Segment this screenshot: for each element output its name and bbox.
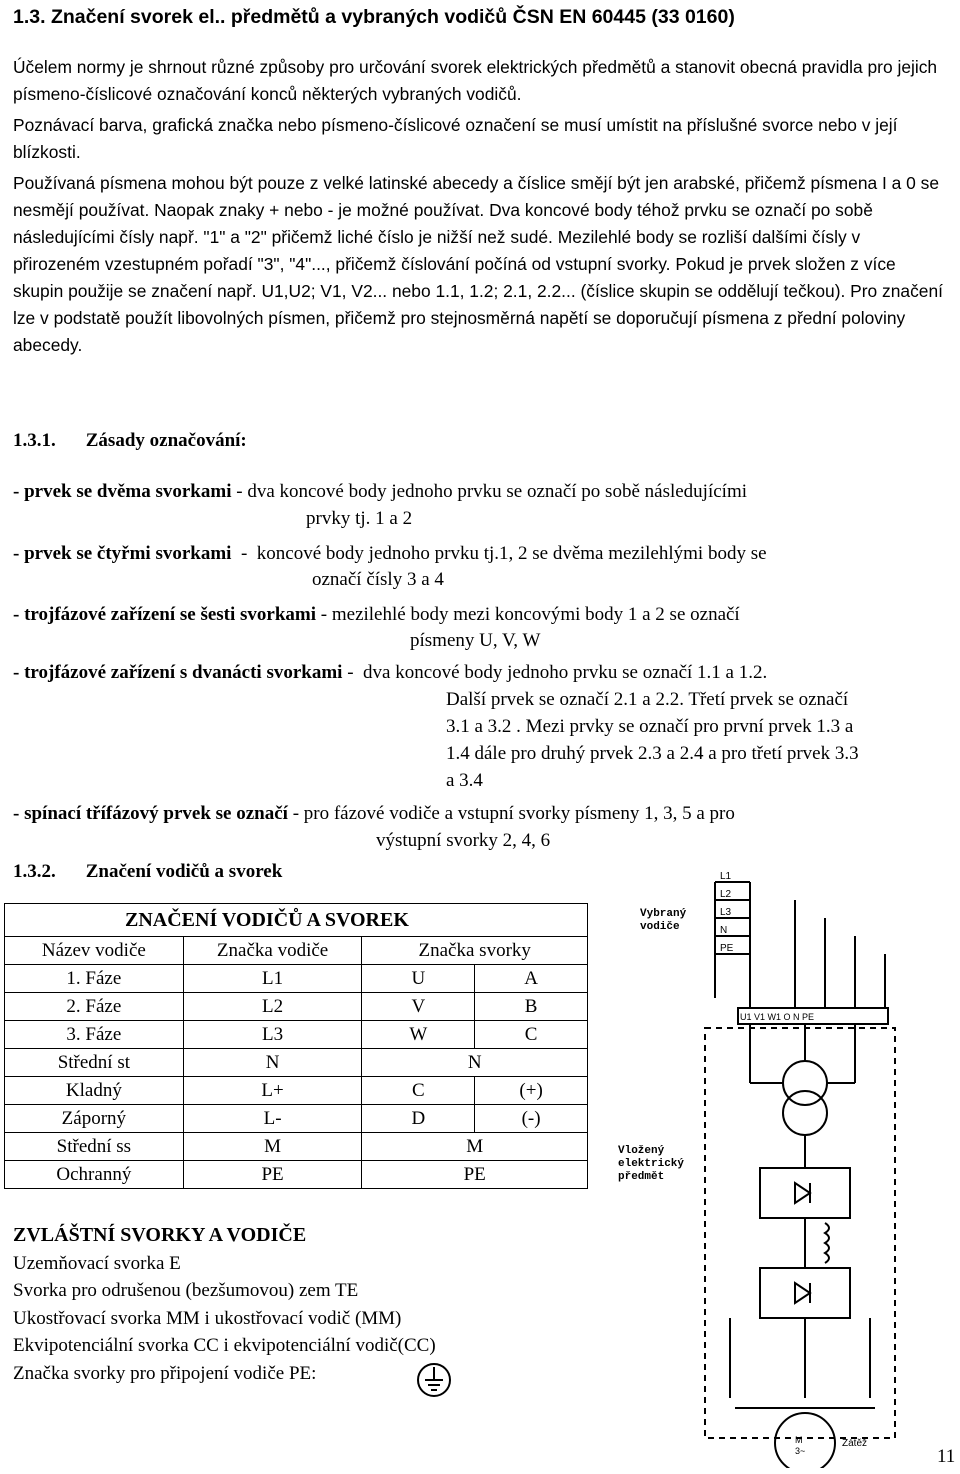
table-cell: U [362,965,475,993]
table-row [5,1077,588,1105]
rule-item [13,540,767,567]
table-cell: Ochranný [5,1161,184,1189]
table-row [5,1049,588,1077]
rule-description: pro fázové vodiče a vstupní svorky písmeny 1, 3, 5 a pro [303,803,735,824]
rule-continuation: výstupní svorky 2, 4, 6 [376,830,551,851]
table-header: Značka svorky [362,937,588,965]
rule-separator: - [231,543,257,564]
special-item: Značka svorky pro připojení vodiče PE: [13,1362,317,1384]
special-item: Svorka pro odrušenou (bezšumovou) zem TE [13,1280,359,1301]
motor-label: 3~ [795,1446,806,1456]
rule-description: koncové body jednoho prvku tj.1, 2 se dvěma mezilehlými body se [256,543,767,564]
rule-item [13,800,735,827]
intro-paragraph-2: Poznávací barva, grafická značka nebo písmeno-číslicové označení se musí umístit na příslušné svorce nebo v její blízkosti. [13,115,898,162]
intro-text [13,54,943,359]
rule-continuation: a 3.4 [446,770,483,791]
table-cell: C [475,1021,588,1049]
rule-separator: - [316,604,332,625]
rule-item [13,478,747,505]
special-item: Ukostřovací svorka MM i ukostřovací vodič (MM) [13,1307,402,1329]
rule-term: - prvek se čtyřmi svorkami [13,543,232,564]
table-row [5,1133,588,1161]
table-cell: 3. Fáze [5,1021,184,1049]
protective-earth-icon [414,1360,454,1400]
table-cell: PE [183,1161,362,1189]
table-cell: Střední ss [5,1133,184,1161]
table-cell: PE [362,1161,588,1189]
rule-separator: - [287,803,304,824]
table-header-row [5,937,588,965]
subsection-title: Zásady označování: [85,430,247,451]
table-cell: M [362,1133,588,1161]
table-title: ZNAČENÍ VODIČŮ A SVOREK [5,904,588,937]
table-cell: 2. Fáze [5,993,184,1021]
section-heading: 1.3. Značení svorek el.. předmětů a vybraných vodičů ČSN EN 60445 (33 0160) [13,6,735,28]
table-cell: (-) [475,1105,588,1133]
table-cell: 1. Fáze [5,965,184,993]
subsection-heading-marking [13,861,282,883]
intro-paragraph-3: Používaná písmena mohou být pouze z velké latinské abecedy a číslice smějí být jen arabské, přičemž písmena I a 0 se nesmějí používat. Naopak znaky + nebo - je možné používat. Dva koncové body téhož prvku se označí po sobě následujícími čísly např. "1" a "2" přičemž liché číslo je nižší než sudé. Mezilehlé body se rozliší dalšími čísly v přirozeném vzestupném pořadí "3", "4"..., přičemž číslování počíná od vstupní svorky. Pokud je prvek složen z více skupin použije se značení např. U1,U2; V1, V2... nebo 1.1, 1.2; 2.1, 2.2... (číslice skupin se oddělují tečkou). Pro značení lze v podstatě použít libovolných písmen, přičemž pro stejnosměrná napětí se doporučují písmena z přední poloviny abecedy. [13,173,943,355]
rule-description: dva koncové body jednoho prvku se označí 1.1 a 1.2. [363,662,768,683]
rule-term: - trojfázové zařízení s dvanácti svorkami [13,662,343,683]
subsection-number: 1.3.1. [13,430,56,451]
selected-conductors-label: vodiče [640,921,680,933]
rule-item [13,601,740,628]
rule-continuation: 1.4 dále pro druhý prvek 2.3 a 2.4 a pro třetí prvek 3.3 [446,743,859,764]
marking-table [4,903,588,1189]
rule-continuation: písmeny U, V, W [410,630,541,651]
table-cell: N [183,1049,362,1077]
table-row [5,965,588,993]
inserted-device-label: Vložený [618,1145,665,1157]
table-header: Značka vodiče [183,937,362,965]
table-cell: L- [183,1105,362,1133]
load-label: Zátěž [842,1438,868,1449]
line-label: L3 [720,907,732,918]
table-row [5,1105,588,1133]
wiring-diagram [610,868,930,1468]
table-cell: L1 [183,965,362,993]
table-cell: D [362,1105,475,1133]
line-label: L2 [720,889,732,900]
table-row [5,1021,588,1049]
rule-term: - prvek se dvěma svorkami [13,481,232,502]
table-header: Název vodiče [5,937,184,965]
rule-description: mezilehlé body mezi koncovými body 1 a 2 se označí [331,604,740,625]
special-title: ZVLÁŠTNÍ SVORKY A VODIČE [13,1224,307,1246]
special-terminals [13,1222,436,1387]
intro-paragraph-1: Účelem normy je shrnout různé způsoby pro určování svorek elektrických předmětů a stanovit obecná pravidla pro jejich písmeno-číslicové označování konců některých vybraných vodičů. [13,57,938,104]
special-item: Ekvipotenciální svorka CC i ekvipotenciální vodič(CC) [13,1335,436,1356]
selected-conductors-label: Vybraný [640,908,687,920]
table-cell: L2 [183,993,362,1021]
inserted-device-label: předmět [618,1171,665,1183]
special-item: Uzemňovací svorka E [13,1252,181,1274]
page-number: 11 [937,1446,956,1467]
rule-term: - spínací třífázový prvek se označí [13,803,288,824]
table-cell: (+) [475,1077,588,1105]
table-cell: L3 [183,1021,362,1049]
table-cell: W [362,1021,475,1049]
inserted-device-label: elektrický [618,1158,685,1170]
subsection-heading-principles [13,430,247,452]
table-cell: L+ [183,1077,362,1105]
line-label: PE [720,943,734,954]
motor-label: M [795,1435,803,1445]
subsection-title: Značení vodičů a svorek [85,861,283,882]
table-cell: Kladný [5,1077,184,1105]
table-cell: A [475,965,588,993]
table-cell: C [362,1077,475,1105]
line-label: L1 [720,871,732,882]
table-row [5,1161,588,1189]
rule-continuation: 3.1 a 3.2 . Mezi prvky se označí pro první prvek 1.3 a [446,716,854,737]
table-cell: Střední st [5,1049,184,1077]
line-label: N [720,925,728,936]
rule-continuation: prvky tj. 1 a 2 [306,508,413,529]
table-cell: N [362,1049,588,1077]
rule-continuation: označí čísly 3 a 4 [312,569,444,590]
table-cell: V [362,993,475,1021]
rule-separator: - [342,662,364,683]
terminal-labels: U1 V1 W1 O N PE [740,1012,815,1022]
rule-separator: - [231,481,248,502]
subsection-number: 1.3.2. [13,861,56,882]
rule-description: dva koncové body jednoho prvku se označí po sobě následujícími [247,481,747,502]
table-cell: Záporný [5,1105,184,1133]
rule-item [13,659,767,686]
rule-term: - trojfázové zařízení se šesti svorkami [13,604,317,625]
table-cell: B [475,993,588,1021]
rule-continuation: Další prvek se označí 2.1 a 2.2. Třetí prvek se označí [446,689,849,710]
table-row [5,993,588,1021]
table-cell: M [183,1133,362,1161]
